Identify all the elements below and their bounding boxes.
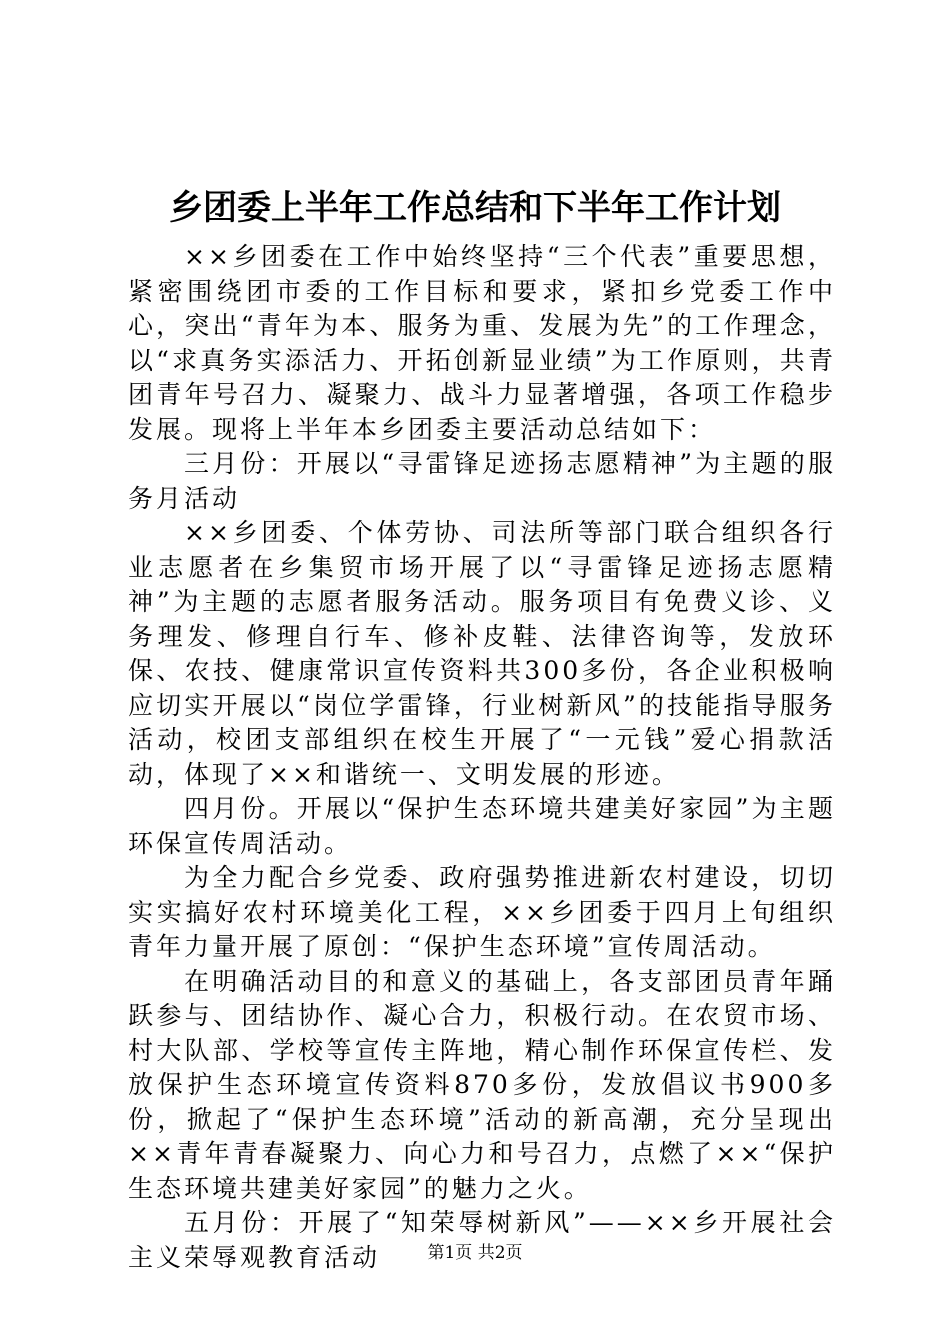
intro-paragraph: ××乡团委在工作中始终坚持“三个代表”重要思想，紧密围绕团市委的工作目标和要求，紧扣乡党委工作中心，突出“青年为本、服务为重、发展为先”的工作理念，以“求真务实添活力、开拓创新显业绩”为工作原则，共青团青年号召力、凝聚力、战斗力显著增强，各项工作稳步发展。现将上半年本乡团委主要活动总结如下： [128, 242, 836, 444]
march-heading-paragraph: 三月份：开展以“寻雷锋足迹扬志愿精神”为主题的服务月活动 [128, 449, 836, 513]
april-detail-paragraph: 在明确活动目的和意义的基础上，各支部团员青年踊跃参与、团结协作、凝心合力，积极行动。在农贸市场、村大队部、学校等宣传主阵地，精心制作环保宣传栏、发放保护生态环境宣传资料870多份，发放倡议书900多份，掀起了“保护生态环境”活动的新高潮，充分呈现出××青年青春凝聚力、向心力和号召力，点燃了××“保护生态环境共建美好家园”的魅力之火。 [128, 966, 836, 1203]
april-heading-paragraph: 四月份。开展以“保护生态环境共建美好家园”为主题环保宣传周活动。 [128, 794, 836, 858]
may-heading-paragraph: 五月份：开展了“知荣辱树新风”——××乡开展社会主义荣辱观教育活动 [128, 1208, 836, 1272]
march-detail-paragraph: ××乡团委、个体劳协、司法所等部门联合组织各行业志愿者在乡集贸市场开展了以“寻雷锋足迹扬志愿精神”为主题的志愿者服务活动。服务项目有免费义诊、义务理发、修理自行车、修补皮鞋、法律咨询等，发放环保、农技、健康常识宣传资料共300多份，各企业积极响应切实开展以“岗位学雷锋，行业树新风”的技能指导服务活动，校团支部组织在校生开展了“一元钱”爱心捐款活动，体现了××和谐统一、文明发展的形迹。 [128, 518, 836, 789]
page-footer: 第1页 共2页 [427, 1243, 523, 1263]
document-body [128, 240, 836, 1275]
document-title: 乡团委上半年工作总结和下半年工作计划 [169, 188, 781, 228]
april-intro-paragraph: 为全力配合乡党委、政府强势推进新农村建设，切切实实搞好农村环境美化工程，××乡团委于四月上旬组织青年力量开展了原创：“保护生态环境”宣传周活动。 [128, 863, 836, 961]
